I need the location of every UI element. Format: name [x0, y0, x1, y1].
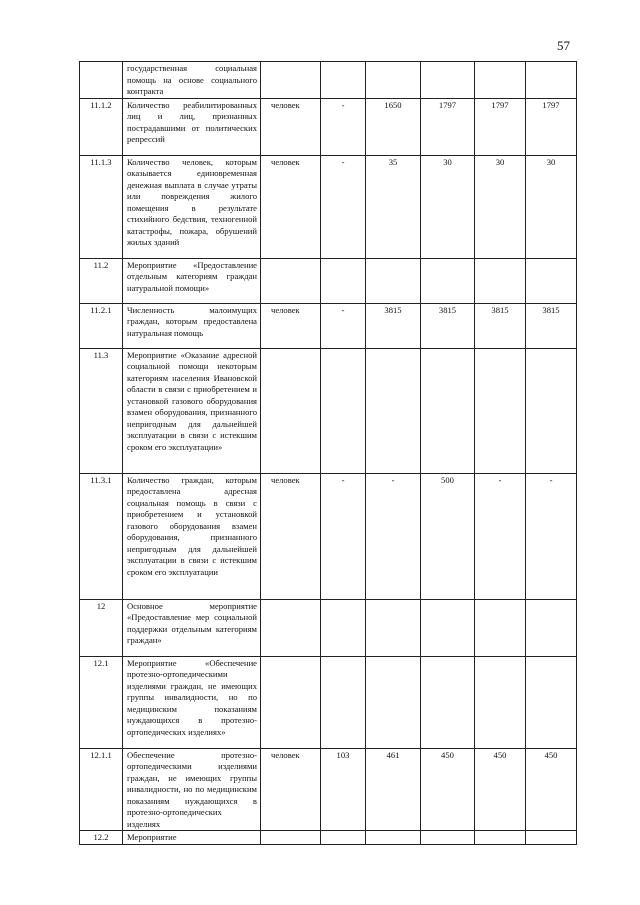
row-value-4-cell: [526, 656, 577, 748]
row-number-cell: 11.1.2: [80, 98, 123, 155]
row-unit-cell: [261, 258, 321, 303]
row-number-cell: 11.2.1: [80, 303, 123, 348]
row-value-2-cell: [421, 348, 475, 473]
row-value-4-cell: [526, 62, 577, 99]
row-description-cell: Мероприятие «Обеспечение протезно-ортопедическими изделиями граждан, не имеющих группы инвалидности, но по медицинским показаниям нуждающихся в протезно-ортопедических изделиях»: [123, 656, 261, 748]
table-row: [80, 656, 577, 748]
row-description-cell: Количество реабилитированных лиц и лиц, признанных пострадавшими от политических репрессий: [123, 98, 261, 155]
row-value-2-cell: 30: [421, 155, 475, 258]
row-unit-cell: [261, 62, 321, 99]
row-value-1-cell: -: [366, 473, 421, 599]
row-value-1-cell: [366, 348, 421, 473]
row-value-3-cell: [475, 348, 526, 473]
table-row: [80, 599, 577, 656]
row-value-1-cell: [366, 258, 421, 303]
row-value-1-cell: [366, 599, 421, 656]
row-value-1-cell: 35: [366, 155, 421, 258]
row-base-value-cell: [321, 62, 366, 99]
row-base-value-cell: -: [321, 303, 366, 348]
row-value-2-cell: 1797: [421, 98, 475, 155]
row-value-3-cell: [475, 656, 526, 748]
row-unit-cell: человек: [261, 155, 321, 258]
row-value-3-cell: [475, 599, 526, 656]
row-value-3-cell: [475, 831, 526, 845]
table-row: [80, 748, 577, 831]
row-value-3-cell: 3815: [475, 303, 526, 348]
indicator-table: [79, 61, 577, 845]
table-row: [80, 258, 577, 303]
row-value-4-cell: 450: [526, 748, 577, 831]
row-value-4-cell: 30: [526, 155, 577, 258]
row-number-cell: 11.3.1: [80, 473, 123, 599]
row-value-4-cell: 1797: [526, 98, 577, 155]
table-body: [80, 62, 577, 845]
table-row: [80, 473, 577, 599]
row-value-3-cell: [475, 258, 526, 303]
row-value-3-cell: 450: [475, 748, 526, 831]
row-value-4-cell: [526, 831, 577, 845]
row-number-cell: [80, 62, 123, 99]
row-description-cell: Мероприятие: [123, 831, 261, 845]
row-number-cell: 12: [80, 599, 123, 656]
row-value-1-cell: [366, 656, 421, 748]
row-description-cell: Основное мероприятие «Предоставление мер социальной поддержки отдельным категориям граждан»: [123, 599, 261, 656]
row-value-4-cell: [526, 348, 577, 473]
row-base-value-cell: [321, 831, 366, 845]
row-description-cell: Количество граждан, которым предоставлена адресная социальная помощь в связи с приобретением и установкой газового оборудования взамен оборудования, признанного непригодным для дальнейшей эксплуатации в связи с истекшим сроком его эксплуатации: [123, 473, 261, 599]
row-unit-cell: человек: [261, 98, 321, 155]
row-unit-cell: человек: [261, 748, 321, 831]
page-number: 57: [557, 38, 570, 53]
row-value-2-cell: [421, 831, 475, 845]
row-value-4-cell: [526, 258, 577, 303]
row-value-1-cell: [366, 831, 421, 845]
row-number-cell: 11.1.3: [80, 155, 123, 258]
row-value-3-cell: -: [475, 473, 526, 599]
row-value-2-cell: 3815: [421, 303, 475, 348]
row-base-value-cell: [321, 258, 366, 303]
row-value-3-cell: 1797: [475, 98, 526, 155]
row-value-3-cell: 30: [475, 155, 526, 258]
row-number-cell: 11.2: [80, 258, 123, 303]
table-row: [80, 348, 577, 473]
row-number-cell: 12.2: [80, 831, 123, 845]
row-base-value-cell: [321, 348, 366, 473]
row-value-1-cell: 461: [366, 748, 421, 831]
table-row: [80, 831, 577, 845]
row-base-value-cell: -: [321, 155, 366, 258]
row-unit-cell: [261, 348, 321, 473]
row-number-cell: 11.3: [80, 348, 123, 473]
row-description-cell: Обеспечение протезно-ортопедическими изделиями граждан, не имеющих группы инвалидности, но по медицинским показаниям нуждающихся в протезно-ортопедических изделиях: [123, 748, 261, 831]
row-value-1-cell: [366, 62, 421, 99]
table-row: [80, 303, 577, 348]
table-row: [80, 62, 577, 99]
row-description-cell: Численность малоимущих граждан, которым предоставлена натуральная помощь: [123, 303, 261, 348]
row-value-2-cell: [421, 258, 475, 303]
row-value-1-cell: 1650: [366, 98, 421, 155]
row-value-2-cell: 450: [421, 748, 475, 831]
row-unit-cell: [261, 831, 321, 845]
row-value-2-cell: [421, 656, 475, 748]
table-row: [80, 155, 577, 258]
row-number-cell: 12.1.1: [80, 748, 123, 831]
row-unit-cell: человек: [261, 303, 321, 348]
row-value-2-cell: 500: [421, 473, 475, 599]
row-base-value-cell: 103: [321, 748, 366, 831]
row-unit-cell: [261, 656, 321, 748]
row-unit-cell: [261, 599, 321, 656]
row-base-value-cell: [321, 599, 366, 656]
row-value-4-cell: -: [526, 473, 577, 599]
row-value-4-cell: [526, 599, 577, 656]
table-row: [80, 98, 577, 155]
row-unit-cell: человек: [261, 473, 321, 599]
row-description-cell: Мероприятие «Предоставление отдельным категориям граждан натуральной помощи»: [123, 258, 261, 303]
row-base-value-cell: [321, 656, 366, 748]
row-value-2-cell: [421, 599, 475, 656]
row-value-1-cell: 3815: [366, 303, 421, 348]
row-value-2-cell: [421, 62, 475, 99]
row-base-value-cell: -: [321, 98, 366, 155]
row-description-cell: Мероприятие «Оказание адресной социальной помощи некоторым категориям населения Ивановской области в связи с приобретением и установкой газового оборудования взамен оборудования, признанного непригодным для дальнейшей эксплуатации в связи с истекшим сроком его эксплуатации»: [123, 348, 261, 473]
row-base-value-cell: -: [321, 473, 366, 599]
row-number-cell: 12.1: [80, 656, 123, 748]
row-description-cell: Количество человек, которым оказывается единовременная денежная выплата в случае утраты или повреждения жилого помещения в результате стихийного бедствия, техногенной катастрофы, пожара, обрушений жилых зданий: [123, 155, 261, 258]
row-description-cell: государственная социальная помощь на основе социального контракта: [123, 62, 261, 99]
row-value-3-cell: [475, 62, 526, 99]
row-value-4-cell: 3815: [526, 303, 577, 348]
